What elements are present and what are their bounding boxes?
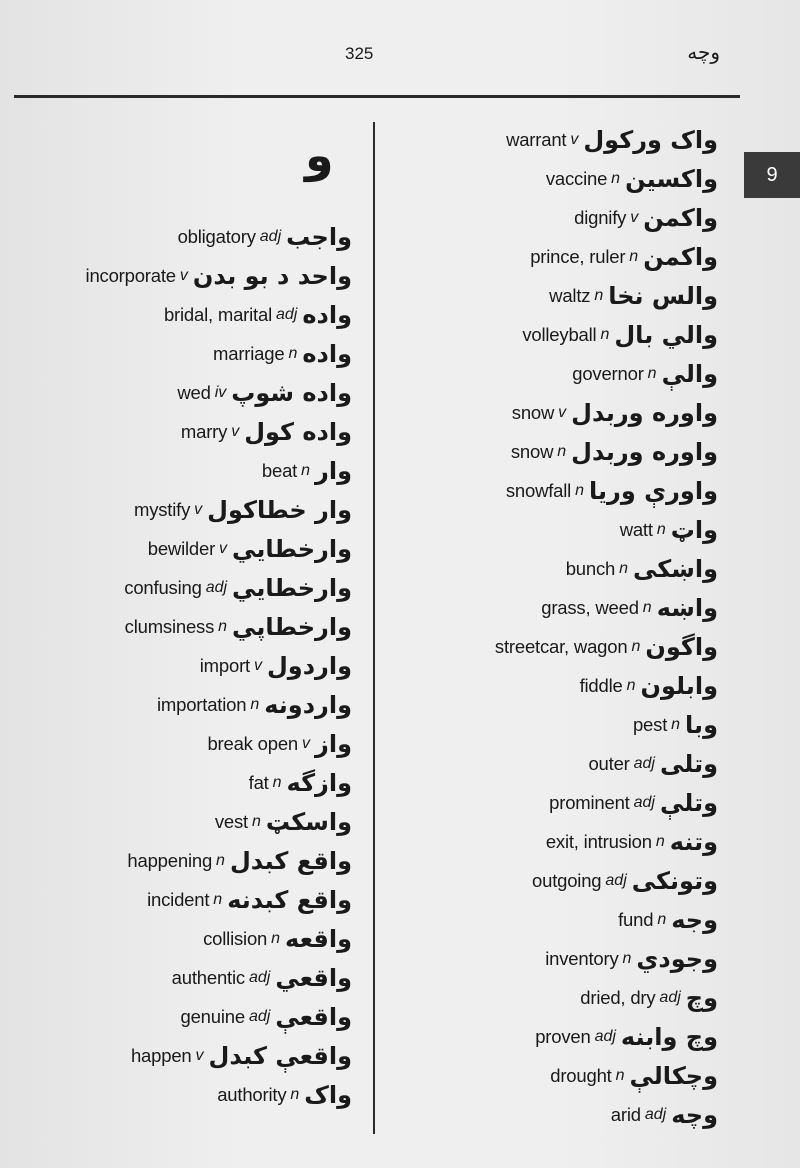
dictionary-entry	[30, 802, 352, 841]
right-column	[392, 120, 718, 1134]
entry-gloss: obligatory	[177, 225, 256, 247]
entry-headword: وازگه	[286, 768, 352, 797]
entry-gloss: exit, intrusion	[545, 830, 652, 852]
dictionary-entry	[30, 1036, 352, 1075]
page-number: 325	[345, 44, 374, 63]
entry-headword: واکمن	[643, 242, 718, 271]
entry-part-of-speech: n	[626, 676, 636, 694]
entry-part-of-speech: n	[272, 773, 282, 791]
entry-headword: وچ	[685, 983, 718, 1012]
dictionary-entry	[30, 646, 352, 685]
entry-headword: واکمن	[643, 203, 718, 232]
entry-headword: واښه	[656, 593, 718, 622]
entry-headword: واوره وربدل	[571, 437, 718, 466]
dictionary-entry	[30, 295, 352, 334]
entry-gloss: grass, weed	[541, 596, 639, 618]
entry-part-of-speech: n	[301, 461, 311, 479]
entry-gloss: vest	[214, 810, 248, 832]
entry-part-of-speech: n	[671, 715, 681, 733]
entry-gloss: incorporate	[85, 264, 176, 286]
entry-gloss: import	[199, 654, 250, 676]
dictionary-entry	[392, 783, 718, 822]
entry-gloss: wed	[177, 381, 211, 403]
entry-headword: وابلون	[640, 671, 718, 700]
dictionary-entry	[392, 237, 718, 276]
entry-gloss: mystify	[134, 498, 191, 520]
entry-part-of-speech: n	[600, 325, 610, 343]
entry-part-of-speech: adj	[259, 227, 282, 245]
dictionary-entry	[392, 276, 718, 315]
entry-headword: وتلی	[659, 749, 718, 778]
header-rule	[14, 95, 740, 98]
entry-headword: والي بال	[614, 320, 718, 349]
entry-part-of-speech: n	[622, 949, 632, 967]
entry-part-of-speech: n	[290, 1085, 300, 1103]
entry-headword: وار خطاکول	[207, 495, 352, 524]
entry-headword: واردول	[266, 651, 352, 680]
entry-part-of-speech: n	[216, 851, 225, 869]
entry-gloss: authentic	[171, 966, 245, 988]
entry-gloss: confusing	[124, 576, 202, 598]
column-divider	[373, 122, 375, 1134]
dictionary-entry	[392, 939, 718, 978]
dictionary-entry	[30, 919, 352, 958]
entry-gloss: prominent	[549, 791, 630, 813]
entry-headword: واورې وريا	[589, 476, 718, 505]
entry-part-of-speech: n	[647, 364, 657, 382]
entry-gloss: waltz	[549, 284, 591, 306]
dictionary-entry	[392, 471, 718, 510]
entry-headword: واحد د بو بدن	[192, 261, 352, 290]
entry-part-of-speech: v	[630, 208, 639, 226]
entry-part-of-speech: adj	[659, 988, 681, 1006]
entry-headword: واز	[315, 729, 352, 758]
entry-headword: واقع کبدنه	[227, 885, 352, 914]
entry-part-of-speech: adj	[633, 754, 655, 772]
entry-part-of-speech: adj	[248, 1007, 271, 1025]
entry-gloss: clumsiness	[124, 615, 215, 637]
entry-gloss: dried, dry	[580, 986, 656, 1008]
entry-part-of-speech: n	[288, 344, 298, 362]
entry-part-of-speech: v	[558, 403, 567, 421]
entry-headword: وچ وابنه	[620, 1022, 718, 1051]
entry-part-of-speech: adj	[605, 871, 627, 889]
entry-gloss: outgoing	[532, 869, 602, 891]
dictionary-entry	[392, 159, 718, 198]
entry-gloss: warrant	[506, 128, 567, 150]
entry-headword: واده	[302, 339, 352, 368]
entry-headword: وارخطايي	[232, 573, 352, 602]
dictionary-entry	[392, 978, 718, 1017]
entry-headword: واسکټ	[265, 807, 352, 836]
dictionary-entry	[30, 412, 352, 451]
entry-gloss: snow	[510, 440, 554, 462]
entry-part-of-speech: adj	[276, 305, 298, 323]
dictionary-entry	[30, 724, 352, 763]
dictionary-entry	[392, 1095, 718, 1134]
entry-gloss: pest	[632, 713, 668, 735]
entry-part-of-speech: adj	[205, 578, 228, 596]
dictionary-entry	[30, 607, 352, 646]
dictionary-entry	[30, 334, 352, 373]
dictionary-entry	[392, 393, 718, 432]
dictionary-entry	[392, 588, 718, 627]
entry-gloss: happen	[130, 1044, 192, 1066]
entry-gloss: bewilder	[147, 537, 216, 559]
entry-part-of-speech: n	[271, 929, 281, 947]
entry-part-of-speech: n	[218, 617, 228, 635]
entry-part-of-speech: n	[655, 832, 665, 850]
running-head: وچه	[687, 40, 720, 64]
dictionary-entry	[392, 510, 718, 549]
dictionary-entry	[392, 744, 718, 783]
entry-headword: واده شوپ	[231, 378, 352, 407]
entry-part-of-speech: n	[615, 1066, 625, 1084]
dictionary-entry	[30, 451, 352, 490]
entry-gloss: collision	[203, 927, 268, 949]
entry-part-of-speech: adj	[248, 968, 271, 986]
entry-part-of-speech: n	[619, 559, 629, 577]
entry-part-of-speech: n	[250, 695, 260, 713]
entry-headword: واده	[302, 300, 352, 329]
entry-headword: وتلې	[659, 788, 718, 817]
entry-part-of-speech: n	[611, 169, 621, 187]
entry-part-of-speech: n	[656, 520, 666, 538]
entry-gloss: fat	[248, 771, 269, 793]
entry-part-of-speech: v	[570, 130, 579, 148]
entry-headword: واکسین	[625, 164, 718, 193]
entry-part-of-speech: n	[251, 812, 261, 830]
entry-part-of-speech: v	[231, 422, 240, 440]
dictionary-entry	[392, 354, 718, 393]
dictionary-entry	[30, 1075, 352, 1114]
entry-part-of-speech: n	[575, 481, 584, 499]
dictionary-entry	[392, 627, 718, 666]
entry-part-of-speech: v	[179, 266, 188, 284]
entry-gloss: fiddle	[579, 674, 623, 696]
entry-part-of-speech: v	[219, 539, 228, 557]
entry-headword: وتونکی	[631, 866, 718, 895]
dictionary-entry	[392, 198, 718, 237]
dictionary-entry	[392, 1056, 718, 1095]
entry-headword: وچکالې	[629, 1061, 718, 1090]
dictionary-entry	[30, 958, 352, 997]
entry-headword: وجودي	[636, 944, 718, 973]
dictionary-entry	[30, 568, 352, 607]
entry-headword: واقعې	[275, 1002, 352, 1031]
entry-part-of-speech: n	[631, 637, 641, 655]
entry-part-of-speech: v	[194, 500, 203, 518]
section-letter: و	[305, 128, 334, 182]
entry-gloss: genuine	[180, 1005, 245, 1027]
entry-headword: وبا	[685, 710, 718, 739]
entry-part-of-speech: adj	[644, 1105, 667, 1123]
entry-gloss: governor	[572, 362, 644, 384]
entry-part-of-speech: iv	[214, 383, 227, 401]
entry-part-of-speech: n	[657, 910, 667, 928]
entry-part-of-speech: n	[557, 442, 567, 460]
entry-part-of-speech: n	[629, 247, 639, 265]
entry-headword: واقع کبدل	[229, 846, 352, 875]
entry-part-of-speech: n	[213, 890, 223, 908]
entry-headword: واوره وربدل	[571, 398, 718, 427]
entry-gloss: prince, ruler	[530, 245, 626, 267]
entry-gloss: break open	[207, 732, 299, 754]
entry-headword: واگون	[645, 632, 718, 661]
dictionary-entry	[392, 666, 718, 705]
entry-gloss: dignify	[574, 206, 627, 228]
dictionary-entry	[392, 822, 718, 861]
entry-headword: وتنه	[669, 827, 718, 856]
entry-headword: واردونه	[264, 690, 352, 719]
entry-gloss: importation	[157, 693, 247, 715]
dictionary-entry	[30, 256, 352, 295]
entry-gloss: beat	[261, 459, 298, 481]
dictionary-entry	[392, 432, 718, 471]
entry-part-of-speech: n	[642, 598, 652, 616]
dictionary-entry	[30, 529, 352, 568]
entry-gloss: marriage	[213, 342, 285, 364]
dictionary-entry	[392, 549, 718, 588]
entry-gloss: drought	[550, 1064, 612, 1086]
entry-part-of-speech: adj	[594, 1027, 616, 1045]
entry-headword: وار	[315, 456, 352, 485]
entry-gloss: bridal, marital	[163, 303, 272, 325]
entry-headword: واښکی	[633, 554, 718, 583]
entry-gloss: fund	[618, 908, 654, 930]
entry-headword: وجه	[671, 905, 718, 934]
dictionary-entry	[30, 763, 352, 802]
left-column	[30, 217, 352, 1114]
entry-gloss: proven	[535, 1025, 591, 1047]
entry-gloss: arid	[610, 1103, 641, 1125]
entry-gloss: volleyball	[522, 323, 597, 345]
dictionary-entry	[392, 705, 718, 744]
entry-headword: واقعې کبدل	[208, 1041, 352, 1070]
entry-gloss: incident	[147, 888, 210, 910]
entry-gloss: inventory	[545, 947, 619, 969]
dictionary-entry	[392, 900, 718, 939]
entry-gloss: snow	[511, 401, 555, 423]
entry-headword: وارخطايي	[232, 534, 352, 563]
entry-part-of-speech: v	[195, 1046, 204, 1064]
entry-part-of-speech: n	[594, 286, 604, 304]
entry-gloss: watt	[619, 518, 653, 540]
dictionary-entry	[30, 841, 352, 880]
entry-gloss: marry	[180, 420, 228, 442]
entry-headword: وچه	[671, 1100, 718, 1129]
dictionary-entry	[392, 861, 718, 900]
entry-gloss: happening	[127, 849, 213, 871]
entry-gloss: streetcar, wagon	[494, 635, 628, 657]
entry-part-of-speech: v	[302, 734, 311, 752]
dictionary-entry	[30, 373, 352, 412]
entry-gloss: bunch	[565, 557, 616, 579]
dictionary-entry	[392, 120, 718, 159]
entry-headword: واټ	[670, 515, 718, 544]
entry-gloss: vaccine	[545, 167, 608, 189]
dictionary-entry	[30, 997, 352, 1036]
entry-headword: واجب	[286, 222, 352, 251]
entry-part-of-speech: adj	[633, 793, 655, 811]
entry-gloss: snowfall	[505, 479, 572, 501]
entry-headword: واقعه	[285, 924, 352, 953]
dictionary-entry	[392, 315, 718, 354]
dictionary-entry	[30, 880, 352, 919]
entry-gloss: authority	[217, 1083, 287, 1105]
entry-headword: والې	[661, 359, 718, 388]
dictionary-entry	[392, 1017, 718, 1056]
dictionary-entry	[30, 490, 352, 529]
entry-gloss: outer	[588, 752, 630, 774]
entry-headword: واقعي	[275, 963, 352, 992]
entry-headword: وارخطاپي	[232, 612, 352, 641]
dictionary-entry	[30, 685, 352, 724]
entry-headword: والس نخا	[608, 281, 718, 310]
dictionary-entry	[30, 217, 352, 256]
entry-headword: واک	[304, 1080, 352, 1109]
entry-part-of-speech: v	[253, 656, 262, 674]
entry-headword: واک ورکول	[583, 125, 718, 154]
thumb-index-tab: 9	[744, 152, 800, 198]
entry-headword: واده کول	[244, 417, 352, 446]
